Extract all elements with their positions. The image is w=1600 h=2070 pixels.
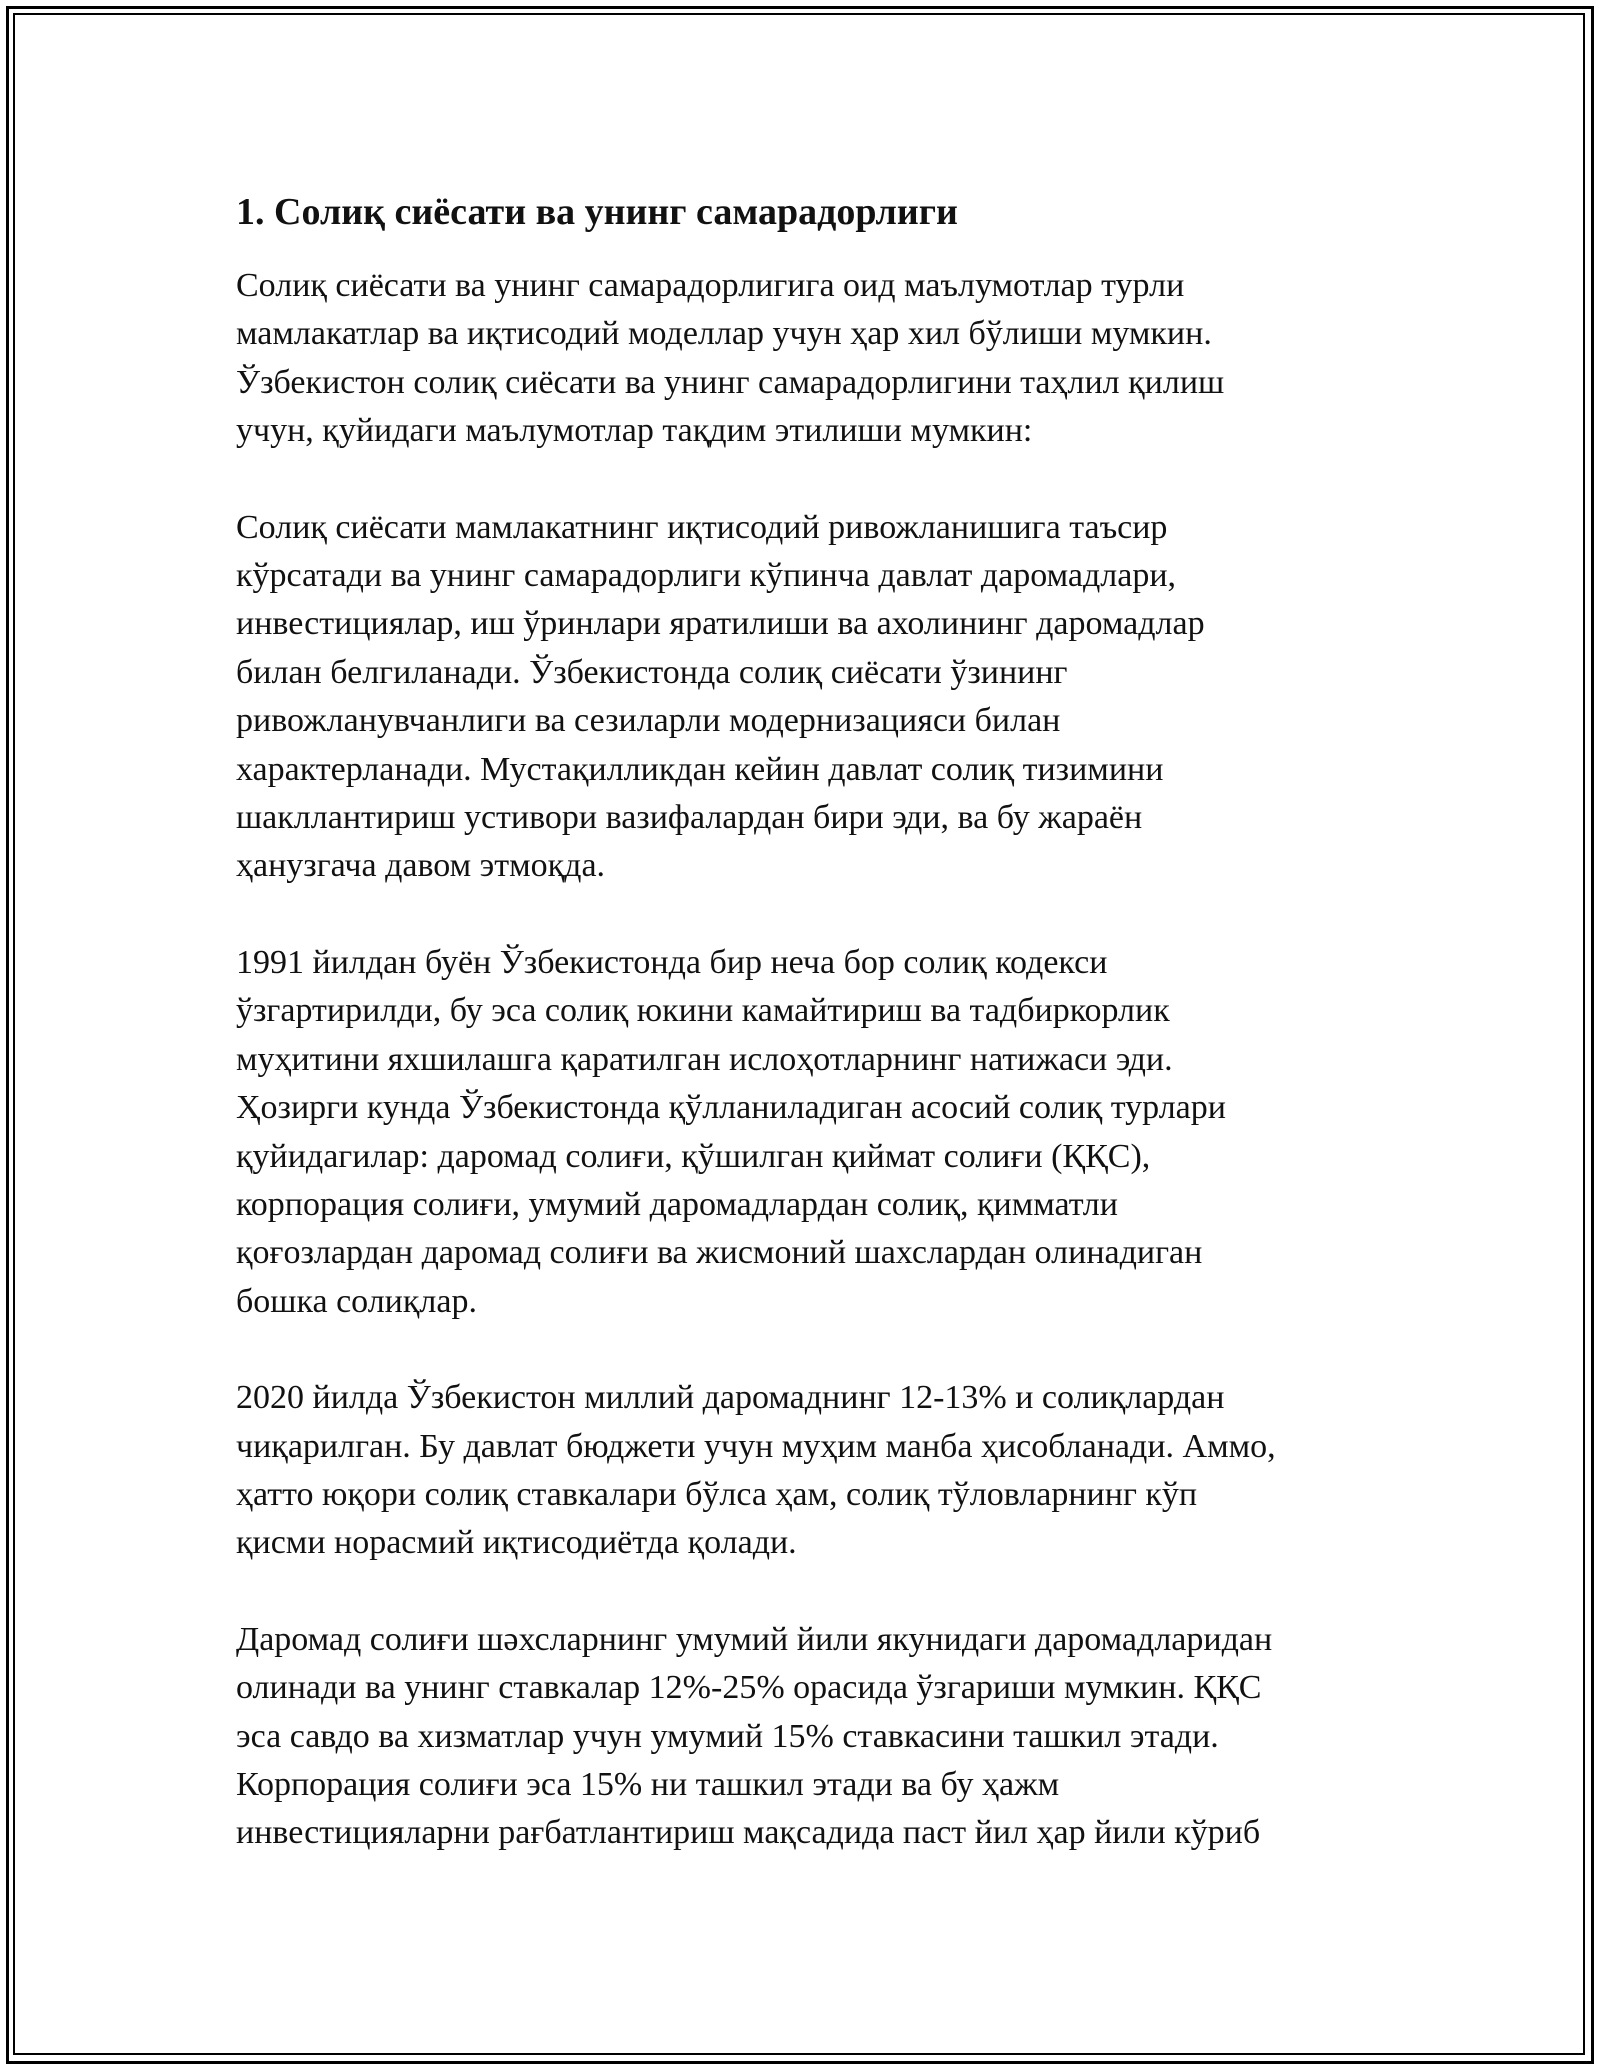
paragraph-intro	[236, 262, 1396, 456]
text-line: Даромад солиғи шәхсларнинг умумий йили якунидаги даромадларидан	[236, 1620, 1273, 1658]
text-line: Корпорация солиғи эса 15% ни ташкил этади ва бу ҳажм	[236, 1765, 1060, 1803]
text-line: Солиқ сиёсати мамлакатнинг иқтисодий ривожланишига таъсир	[236, 508, 1168, 546]
text-line: инвестициялар, иш ўринлари яратилиши ва ахолининг даромадлар	[236, 605, 1205, 643]
paragraph-policy-impact	[236, 504, 1396, 891]
text-line: мамлакатлар ва иқтисодий моделлар учун ҳар хил бўлиши мумкин.	[236, 315, 1212, 353]
text-line: учун, қуйидаги маълумотлар тақдим этилиши мумкин:	[236, 412, 1033, 450]
text-line: Ҳозирги кунда Ўзбекистонда қўлланиладиган асосий солиқ турлари	[236, 1089, 1226, 1127]
text-line: эса савдо ва хизматлар учун умумий 15% ставкасини ташкил этади.	[236, 1717, 1219, 1755]
text-line: ҳатто юқори солиқ ставкалари бўлса ҳам, солиқ тўловларнинг кўп	[236, 1475, 1198, 1513]
text-line: 2020 йилда Ўзбекистон миллий даромаднинг 12-13% и солиқлардан	[236, 1379, 1225, 1417]
text-line: инвестицияларни рағбатлантириш мақсадида паст йил ҳар йили кўриб	[236, 1814, 1261, 1852]
text-line: чиқарилган. Бу давлат бюджети учун муҳим манба ҳисобланади. Аммо,	[236, 1427, 1276, 1465]
text-line: характерланади. Мустақилликдан кейин давлат солиқ тизимини	[236, 750, 1164, 788]
text-line: бошка солиқлар.	[236, 1282, 477, 1320]
text-line: муҳитини яхшилашга қаратилган ислоҳотларнинг натижаси эди.	[236, 1040, 1173, 1078]
document-title: 1. Солиқ сиёсати ва унинг самарадорлиги	[236, 191, 958, 233]
text-line: шакллантириш устивори вазифалардан бири эди, ва бу жараён	[236, 799, 1143, 837]
text-line: Солиқ сиёсати ва унинг самарадорлигига оид маълумотлар турли	[236, 267, 1185, 304]
paragraph-2020-revenue	[236, 1374, 1396, 1568]
text-line: қисми норасмий иқтисодиётда қолади.	[236, 1524, 797, 1562]
document-body	[236, 188, 1396, 1906]
text-line: билан белгиланади. Ўзбекистонда солиқ сиёсати ўзининг	[236, 653, 1068, 691]
text-line: қуйидагилар: даромад солиғи, қўшилган қиймат солиғи (ҚҚС),	[236, 1137, 1151, 1175]
text-line: ўзгартирилди, бу эса солиқ юкини камайтириш ва тадбиркорлик	[236, 992, 1170, 1030]
text-line: ҳанузгача давом этмоқда.	[236, 847, 606, 885]
text-line: корпорация солиғи, умумий даромадлардан солиқ, қимматли	[236, 1185, 1118, 1223]
text-line: қоғозлардан даромад солиғи ва жисмоний шахслардан олинадиган	[236, 1234, 1203, 1272]
paragraph-tax-rates	[236, 1616, 1396, 1858]
text-line: кўрсатади ва унинг самарадорлиги кўпинча давлат даромадлари,	[236, 557, 1177, 595]
text-line: олинади ва унинг ставкалар 12%-25% орасида ўзгариши мумкин. ҚҚС	[236, 1669, 1262, 1707]
paragraph-tax-code-history	[236, 939, 1396, 1326]
text-line: Ўзбекистон солиқ сиёсати ва унинг самарадорлигини таҳлил қилиш	[236, 363, 1225, 401]
text-line: 1991 йилдан буён Ўзбекистонда бир неча бор солиқ кодекси	[236, 943, 1108, 981]
text-line: ривожланувчанлиги ва сезиларли модернизацияси билан	[236, 702, 1061, 740]
